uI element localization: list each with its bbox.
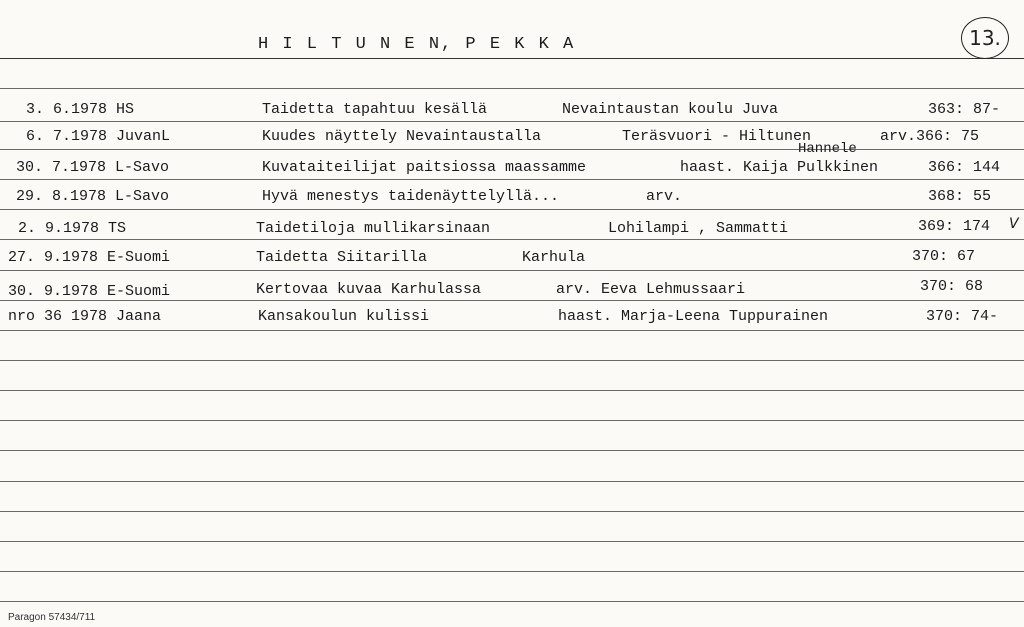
- entry-title: Kertovaa kuvaa Karhulassa: [256, 281, 482, 298]
- entry-ref: 370: 68: [920, 278, 984, 295]
- entry-ref: arv.366: 75: [880, 128, 980, 145]
- check-mark: V: [1009, 216, 1019, 232]
- ruled-line: [0, 149, 1024, 150]
- entry-date: 2. 9.1978 TS: [18, 220, 127, 237]
- entry-ref: 370: 74-: [926, 308, 999, 325]
- entry-ref: 363: 87-: [928, 101, 1001, 118]
- entry-date: 30. 7.1978 L-Savo: [16, 159, 170, 176]
- entry-title: Hyvä menestys taidenäyttelyllä...: [262, 188, 560, 205]
- ruled-line: [0, 360, 1024, 361]
- ruled-line: [0, 330, 1024, 331]
- entry-info: Karhula: [522, 249, 586, 266]
- ruled-line: [0, 450, 1024, 451]
- ruled-line: [0, 481, 1024, 482]
- entry-date: 27. 9.1978 E-Suomi: [8, 249, 171, 266]
- entry-info: Teräsvuori - Hiltunen: [622, 128, 812, 145]
- entry-title: Kuvataiteilijat paitsiossa maassamme: [262, 159, 587, 176]
- entry-date: 29. 8.1978 L-Savo: [16, 188, 170, 205]
- ruled-line: [0, 121, 1024, 122]
- entry-info: Lohilampi , Sammatti: [608, 220, 789, 237]
- entry-info: haast. Marja-Leena Tuppurainen: [558, 308, 829, 325]
- ruled-line: [0, 300, 1024, 301]
- entry-date: nro 36 1978 Jaana: [8, 308, 162, 325]
- entry-info: arv. Eeva Lehmussaari: [556, 281, 746, 298]
- ruled-line: [0, 571, 1024, 572]
- entry-ref: 368: 55: [928, 188, 992, 205]
- ruled-line: [0, 88, 1024, 89]
- ruled-line: [0, 239, 1024, 240]
- entry-info: arv.: [646, 188, 683, 205]
- card-number-badge: 13.: [961, 17, 1009, 59]
- ruled-line: [0, 601, 1024, 602]
- entry-info-secondary: Hannele: [798, 141, 857, 157]
- header-rule: [0, 58, 1024, 59]
- ruled-line: [0, 270, 1024, 271]
- ruled-line: [0, 420, 1024, 421]
- entry-ref: 370: 67: [912, 248, 976, 265]
- entry-title: Taidetta tapahtuu kesällä: [262, 101, 488, 118]
- entry-info: haast. Kaija Pulkkinen: [680, 159, 879, 176]
- entry-title: Kuudes näyttely Nevaintaustalla: [262, 128, 542, 145]
- ruled-line: [0, 511, 1024, 512]
- ruled-line: [0, 209, 1024, 210]
- entry-title: Taidetiloja mullikarsinaan: [256, 220, 491, 237]
- entry-title: Taidetta Siitarilla: [256, 249, 428, 266]
- entry-date: 6. 7.1978 JuvanL: [26, 128, 171, 145]
- ruled-line: [0, 390, 1024, 391]
- ruled-line: [0, 541, 1024, 542]
- entry-info: Nevaintaustan koulu Juva: [562, 101, 779, 118]
- entry-date: 3. 6.1978 HS: [26, 101, 135, 118]
- entry-date: 30. 9.1978 E-Suomi: [8, 283, 171, 300]
- entry-ref: 366: 144: [928, 159, 1001, 176]
- entry-title: Kansakoulun kulissi: [258, 308, 430, 325]
- entry-ref: 369: 174: [918, 218, 991, 235]
- ruled-line: [0, 179, 1024, 180]
- printer-imprint: Paragon 57434/711: [8, 612, 96, 623]
- card-title: H I L T U N E N, P E K K A: [258, 35, 576, 54]
